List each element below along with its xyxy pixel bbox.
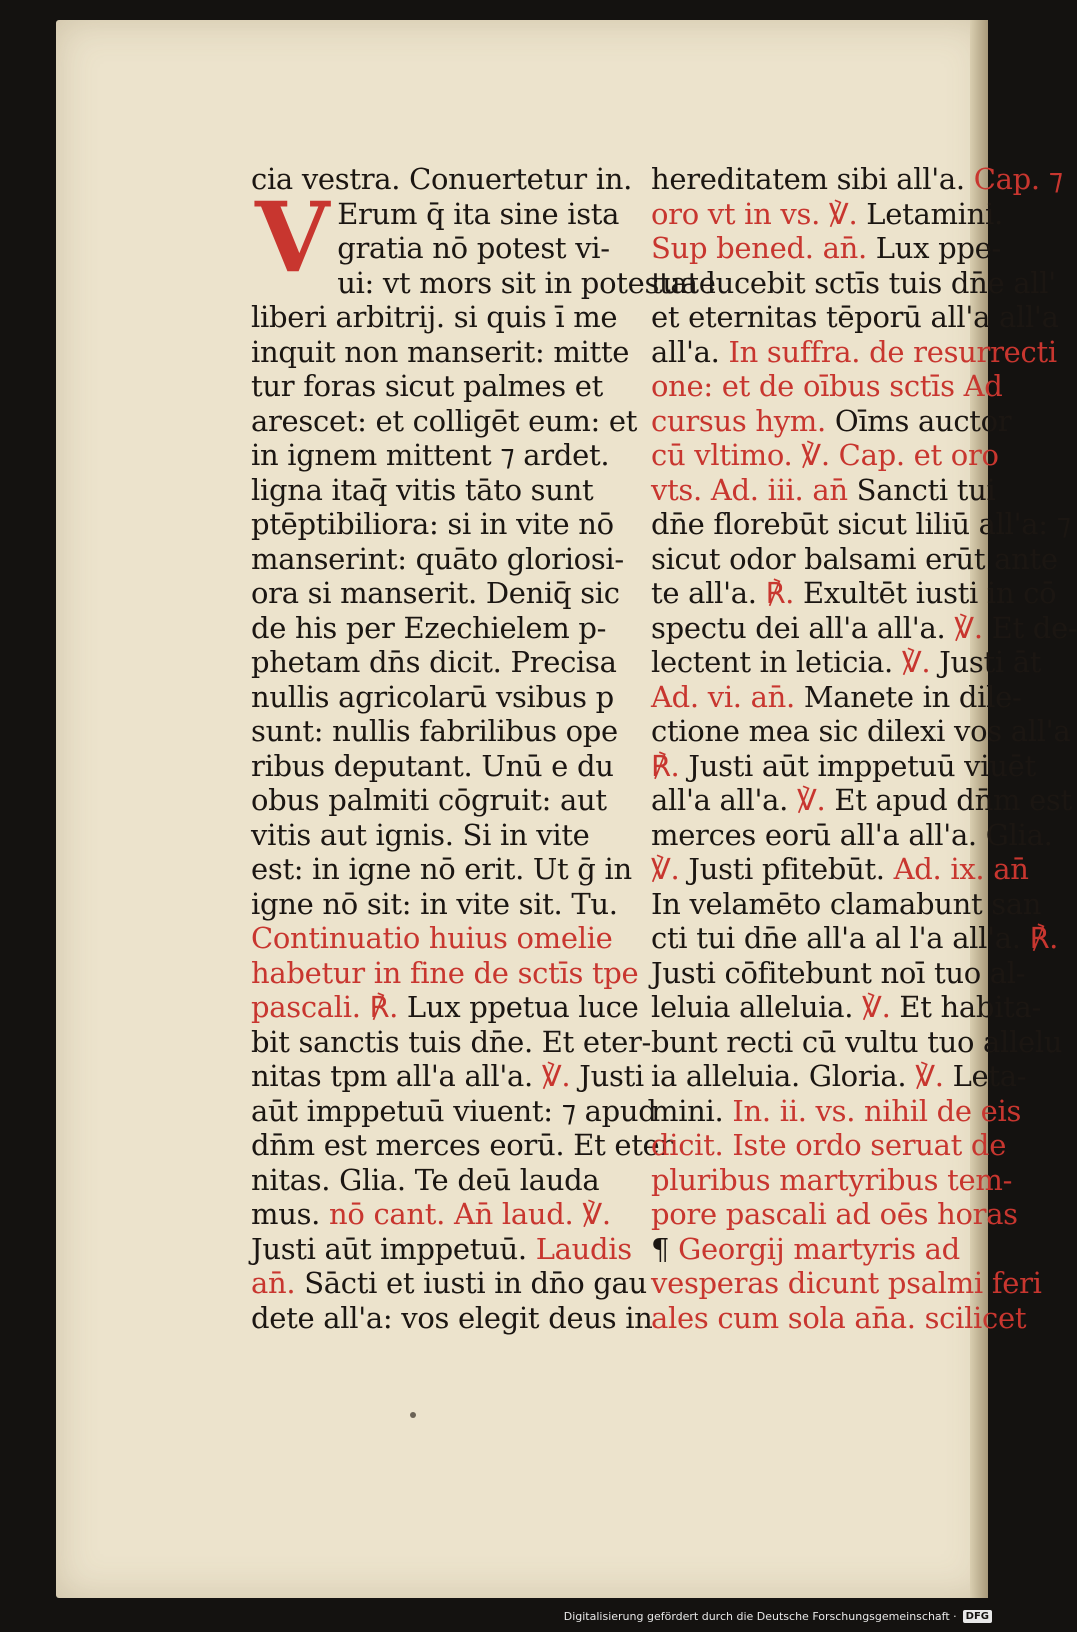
rubric-text: vts. Ad. iii. an̄ [651, 472, 848, 507]
body-text: ctione mea sic dilexi vos all'a [651, 714, 1071, 748]
text-line [651, 334, 1057, 370]
body-text: all'a. [651, 334, 729, 369]
text-line [251, 576, 626, 611]
body-text: Lux ppe- [866, 231, 1002, 265]
rubric-text: Continuatio huius omelie [251, 921, 613, 955]
rubric-text: dicit. Iste ordo seruat de [651, 1128, 1007, 1162]
body-text: Justi aūt imppetuū. [251, 1231, 536, 1266]
body-text: aūt imppetuū viuent: ⁊ apud [251, 1093, 657, 1128]
text-line [651, 680, 1031, 715]
text-line [251, 955, 639, 991]
text-line [651, 886, 1042, 922]
text-line [651, 921, 1059, 956]
body-text: ligna itaq̄ vitis tāto sunt [251, 472, 594, 507]
body-text: de his per Ezechielem p- [251, 610, 607, 645]
body-text: liberi arbitrij. si quis ī me [251, 300, 618, 334]
footer-text: Digitalisierung gefördert durch die Deutsche Forschungsgemeinschaft · [563, 1609, 957, 1623]
body-text: est: in igne nō erit. Ut ḡ in [251, 852, 632, 886]
rubric-text: pascali. ℟. [251, 990, 399, 1024]
text-line [651, 300, 1059, 335]
body-text: nitas. Glia. Te deū lauda [251, 1162, 600, 1197]
text-line [251, 1231, 632, 1267]
body-text: manserint: quāto gloriosi- [251, 541, 624, 576]
body-text: phetam dn̄s dicit. Precisa [251, 645, 617, 679]
dfg-logo: DFG [963, 1610, 992, 1623]
text-line [251, 783, 626, 818]
body-text: sunt: nullis fabrilibus ope [251, 714, 618, 748]
text-line [651, 852, 1031, 887]
body-text: Sancti tui [847, 472, 996, 507]
text-line [651, 576, 1057, 611]
text-line [251, 1024, 652, 1060]
body-text: Sācti et iusti in dn̄o gau [295, 1266, 647, 1300]
rubric-text: ales cum sola an̄a. scilicet [651, 1300, 1027, 1335]
text-line [651, 404, 1031, 439]
rubric-text: Georgij martyris ad [678, 1231, 960, 1266]
text-line [651, 231, 1031, 266]
text-line [251, 369, 626, 404]
body-text: in ignem mittent ⁊ ardet. [251, 438, 610, 472]
text-line [251, 990, 639, 1025]
text-line [651, 541, 1058, 577]
text-line [251, 1197, 626, 1232]
text-line [651, 990, 1042, 1025]
body-text: ui: vt mors sit in potestate [337, 265, 716, 300]
rubric-text: ℟. [1029, 921, 1059, 955]
text-line [251, 680, 626, 715]
body-text: hereditatem sibi all'a. [651, 162, 974, 196]
text-line [251, 852, 632, 887]
rubric-text: nō cant. An̄ laud. ℣. [329, 1197, 611, 1231]
body-text: Justi aūt imppetuū viuēt [679, 748, 1036, 783]
body-text: Justi āt [930, 645, 1042, 679]
body-text: merces eorū all'a all'a. Glia. [651, 817, 1053, 852]
text-line [251, 1128, 673, 1163]
text-line [251, 887, 626, 922]
text-line [251, 507, 626, 542]
rubric-text: Ad. ix. an̄ [893, 852, 1029, 886]
text-line [251, 1059, 644, 1094]
body-text: mini. [651, 1093, 733, 1128]
body-text: ia alleluia. Gloria. [651, 1059, 916, 1093]
body-text: mus. [251, 1197, 329, 1231]
rubricated-initial: V [255, 180, 330, 294]
body-text: tur foras sicut palmes et [251, 369, 604, 403]
text-line [651, 956, 1031, 991]
text-line [251, 162, 633, 197]
text-line [651, 1128, 1031, 1163]
rubric-text: ℣. [651, 852, 680, 886]
text-line [651, 1024, 1063, 1060]
text-line [651, 438, 1031, 473]
text-line [651, 748, 1036, 784]
rubric-text: ℣. [901, 645, 931, 679]
text-line [251, 1163, 626, 1198]
text-line [251, 1093, 657, 1129]
body-text: et eternitas tēporū all'a all'a [651, 300, 1059, 334]
rubric-text: one: et de oībus sctīs Ad [651, 369, 1003, 403]
body-text: Manete in dile- [794, 679, 1022, 714]
body-text: ¶ [651, 1231, 679, 1266]
body-text: Justi pfitebūt. [679, 852, 894, 886]
text-line [651, 1059, 1031, 1094]
text-line [651, 645, 1042, 680]
text-line [251, 818, 626, 853]
page-mark-dot [410, 1412, 416, 1418]
text-line [651, 1163, 1031, 1198]
text-line [651, 783, 1072, 818]
body-text: bunt recti cū vultu tuo allelu [651, 1024, 1063, 1059]
body-text: inquit non manserit: mitte [251, 334, 630, 369]
body-text: Justi cōfitebunt noī tuo al- [651, 955, 1026, 990]
text-line [251, 611, 626, 646]
rubric-text: habetur in fine de sctīs tpe [251, 955, 639, 990]
text-line [651, 162, 1063, 197]
text-line [251, 300, 626, 335]
rubric-text: ℣. [541, 1059, 571, 1093]
body-text: tua lucebit sctīs tuis dn̄e all' [651, 265, 1056, 300]
body-text: igne nō sit: in vite sit. Tu. [251, 886, 618, 921]
text-line [651, 507, 1071, 542]
text-line [651, 369, 1031, 404]
body-text: Exultēt iusti in cō [794, 576, 1057, 610]
body-text: bit sanctis tuis dn̄e. Et eter- [251, 1024, 652, 1059]
body-text: dete all'a: vos elegit deus in [251, 1300, 653, 1335]
rubric-text: ℟. [765, 576, 795, 610]
body-text: dn̄e florebūt sicut liliū all'a: ⁊ [651, 507, 1071, 541]
body-text: Letamini. [857, 196, 1003, 231]
body-text: te all'a. [651, 576, 766, 610]
body-text: cti tui dn̄e all'a al l'a all'a. [651, 921, 1030, 955]
rubric-text: Cap. ⁊ [973, 162, 1063, 196]
text-line [651, 1094, 1031, 1129]
body-text: In velamēto clamabunt san [651, 886, 1042, 921]
text-line [251, 473, 626, 508]
body-text: arescet: et colligēt eum: et [251, 403, 638, 438]
text-line [251, 542, 626, 577]
book-page [56, 20, 1077, 1598]
text-line [251, 334, 630, 370]
body-text: all'a all'a. [651, 783, 797, 817]
body-text: spectu dei all'a all'a. [651, 610, 955, 645]
body-text: lectent in leticia. [651, 645, 902, 679]
right-text-column [651, 162, 1077, 1335]
rubric-text: Sup bened. an̄. [651, 231, 867, 265]
rubric-text: cursus hym. [651, 403, 826, 438]
body-text: Erum q̄ ita sine ista [337, 196, 620, 231]
rubric-text: In suffra. de resurrecti [728, 334, 1057, 369]
body-text: obus palmiti cōgruit: aut [251, 783, 607, 817]
text-line [251, 1266, 647, 1301]
body-text: Lux ppetua luce [398, 990, 639, 1024]
text-line [651, 1232, 1031, 1267]
rubric-text: pore pascali ad oēs horas [651, 1197, 1018, 1231]
body-text: cia vestra. Conuertetur in. [251, 162, 633, 196]
body-text: ora si manserit. Deniq̄ sic [251, 576, 620, 610]
body-text: Et apud dn̄m est [825, 783, 1072, 817]
text-line [651, 714, 1071, 749]
text-line [651, 610, 1077, 646]
rubric-text: ℣. [915, 1059, 944, 1093]
body-text: dn̄m est merces eorū. Et eter [251, 1128, 673, 1162]
text-line [651, 1301, 1031, 1336]
rubric-text: Ad. vi. an̄. [651, 679, 795, 714]
text-line [251, 749, 626, 784]
text-line [251, 1300, 653, 1336]
footer-attribution [564, 1602, 992, 1630]
body-text: Et de- [982, 610, 1077, 645]
rubric-text: Laudis [535, 1231, 632, 1266]
rubric-text: In. ii. vs. nihil de eis [732, 1093, 1022, 1128]
text-line [251, 645, 626, 680]
body-text: ribus deputant. Unū e du [251, 748, 614, 783]
rubric-text: an̄. [251, 1266, 296, 1300]
text-line [651, 1266, 1042, 1301]
body-text: sicut odor balsami erūt ante [651, 541, 1058, 576]
body-text: Et habita- [890, 990, 1042, 1024]
body-text: Leta- [943, 1059, 1027, 1093]
body-text: Justi [570, 1059, 644, 1093]
text-line [251, 714, 626, 749]
rubric-text: oro vt in vs. ℣. [651, 196, 858, 231]
rubric-text: ℣. [954, 610, 983, 645]
rubric-text: ℟. [651, 748, 680, 783]
body-text: gratia nō potest vi- [337, 231, 610, 265]
body-text: ptēptibiliora: si in vite nō [251, 507, 614, 541]
text-line [651, 265, 1056, 301]
rubric-text: ℣. [796, 783, 826, 817]
body-text: vitis aut ignis. Si in vite [251, 817, 590, 852]
body-text: leluia alleluia. [651, 990, 863, 1024]
text-line [251, 403, 638, 439]
text-line [651, 473, 1031, 508]
text-line [251, 921, 626, 956]
body-text: nitas tpm all'a all'a. [251, 1059, 542, 1093]
body-text: Oīms auctor [825, 403, 1012, 438]
body-text: nullis agricolarū vsibus p [251, 679, 614, 714]
rubric-text: vesperas dicunt psalmi feri [651, 1266, 1042, 1300]
rubric-text: ℣. [862, 990, 891, 1024]
text-line [651, 817, 1053, 853]
text-line [651, 1197, 1031, 1232]
rubric-text: cū vltimo. ℣. Cap. et oro [651, 438, 999, 472]
text-line [251, 438, 626, 473]
rubric-text: pluribus martyribus tem- [651, 1162, 1013, 1197]
text-line [651, 197, 1031, 232]
